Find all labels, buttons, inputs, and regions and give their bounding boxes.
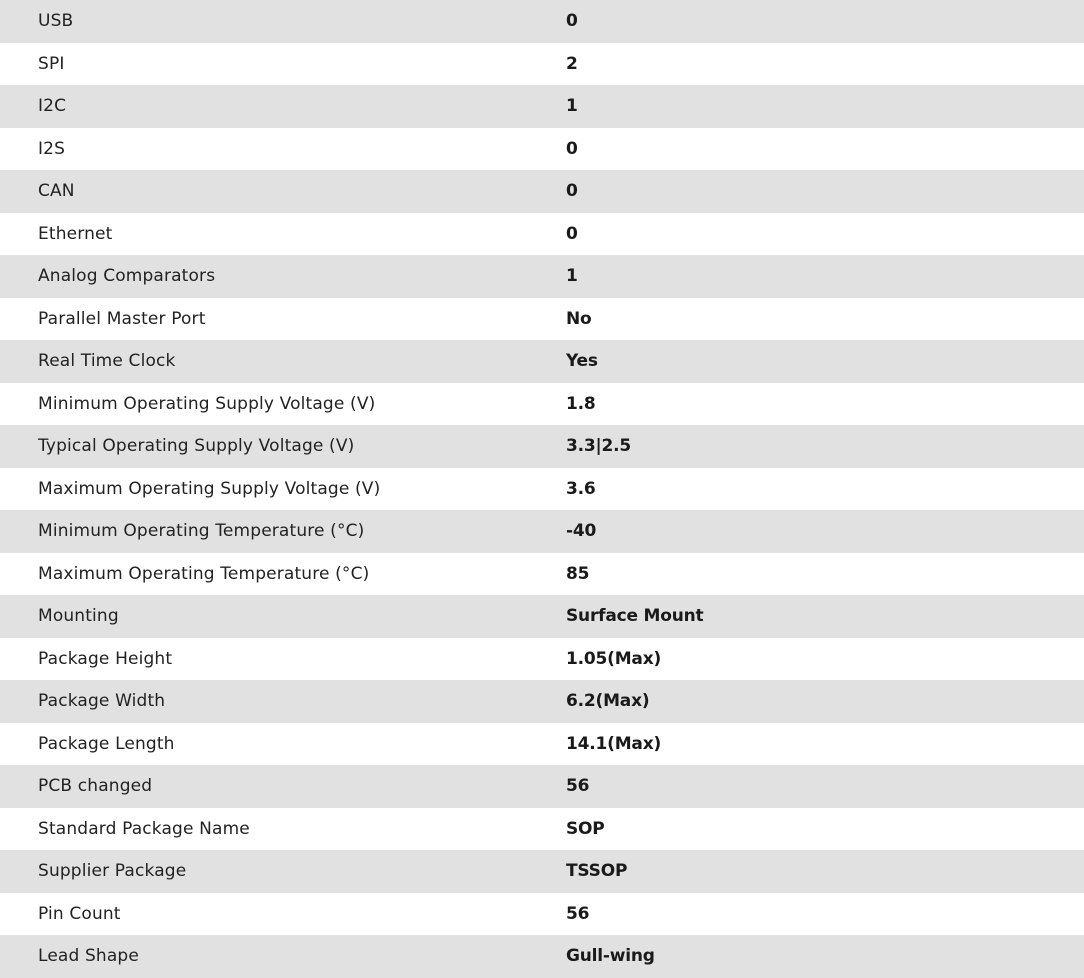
spec-label: Lead Shape bbox=[38, 946, 139, 967]
spec-label: SPI bbox=[38, 53, 65, 74]
spec-row-typical-supply-voltage bbox=[0, 425, 1084, 468]
spec-value: 1.05(Max) bbox=[566, 648, 662, 669]
spec-label: Ethernet bbox=[38, 223, 113, 244]
spec-label: Minimum Operating Temperature (°C) bbox=[38, 521, 365, 542]
spec-label: Analog Comparators bbox=[38, 266, 216, 287]
spec-row-can bbox=[0, 170, 1084, 213]
spec-row-supplier-package bbox=[0, 850, 1084, 893]
spec-value: 0 bbox=[566, 138, 578, 159]
spec-value: Surface Mount bbox=[566, 606, 704, 627]
spec-label: CAN bbox=[38, 181, 75, 202]
spec-value: 85 bbox=[566, 563, 590, 584]
spec-label: PCB changed bbox=[38, 776, 153, 797]
spec-value: 1.8 bbox=[566, 393, 596, 414]
spec-value: No bbox=[566, 308, 592, 329]
spec-row-i2s bbox=[0, 128, 1084, 171]
spec-label: Maximum Operating Supply Voltage (V) bbox=[38, 478, 381, 499]
spec-label: Pin Count bbox=[38, 903, 121, 924]
spec-value: 56 bbox=[566, 903, 590, 924]
spec-label: Package Width bbox=[38, 691, 166, 712]
spec-row-standard-package-name bbox=[0, 808, 1084, 851]
spec-row-package-length bbox=[0, 723, 1084, 766]
spec-label: USB bbox=[38, 11, 74, 32]
spec-row-real-time-clock bbox=[0, 340, 1084, 383]
spec-row-package-width bbox=[0, 680, 1084, 723]
spec-row-usb bbox=[0, 0, 1084, 43]
spec-value: 3.6 bbox=[566, 478, 596, 499]
spec-value: 0 bbox=[566, 181, 578, 202]
spec-row-parallel-master-port bbox=[0, 298, 1084, 341]
spec-value: SOP bbox=[566, 818, 605, 839]
spec-label: Minimum Operating Supply Voltage (V) bbox=[38, 393, 376, 414]
spec-label: Parallel Master Port bbox=[38, 308, 206, 329]
spec-row-lead-shape bbox=[0, 935, 1084, 978]
spec-row-analog-comparators bbox=[0, 255, 1084, 298]
spec-row-pcb-changed bbox=[0, 765, 1084, 808]
spec-label: I2S bbox=[38, 138, 66, 159]
spec-value: 6.2(Max) bbox=[566, 691, 650, 712]
spec-row-i2c bbox=[0, 85, 1084, 128]
spec-value: Gull-wing bbox=[566, 946, 655, 967]
spec-label: Supplier Package bbox=[38, 861, 187, 882]
spec-row-max-supply-voltage bbox=[0, 468, 1084, 511]
spec-label: Package Length bbox=[38, 733, 175, 754]
spec-row-mounting bbox=[0, 595, 1084, 638]
spec-label: Maximum Operating Temperature (°C) bbox=[38, 563, 370, 584]
spec-row-min-supply-voltage bbox=[0, 383, 1084, 426]
spec-row-package-height bbox=[0, 638, 1084, 681]
spec-value: 1 bbox=[566, 96, 578, 117]
spec-value: 2 bbox=[566, 53, 578, 74]
spec-value: -40 bbox=[566, 521, 597, 542]
spec-label: Real Time Clock bbox=[38, 351, 176, 372]
spec-row-min-temperature bbox=[0, 510, 1084, 553]
spec-label: Standard Package Name bbox=[38, 818, 250, 839]
spec-value: 56 bbox=[566, 776, 590, 797]
spec-row-pin-count bbox=[0, 893, 1084, 936]
spec-value: 0 bbox=[566, 11, 578, 32]
spec-label: Package Height bbox=[38, 648, 173, 669]
spec-row-spi bbox=[0, 43, 1084, 86]
spec-row-max-temperature bbox=[0, 553, 1084, 596]
spec-value: 0 bbox=[566, 223, 578, 244]
spec-row-ethernet bbox=[0, 213, 1084, 256]
spec-value: 3.3|2.5 bbox=[566, 436, 632, 457]
spec-value: 14.1(Max) bbox=[566, 733, 662, 754]
spec-label: Mounting bbox=[38, 606, 119, 627]
spec-value: TSSOP bbox=[566, 861, 628, 882]
spec-value: Yes bbox=[566, 351, 598, 372]
spec-value: 1 bbox=[566, 266, 578, 287]
spec-label: Typical Operating Supply Voltage (V) bbox=[38, 436, 355, 457]
spec-label: I2C bbox=[38, 96, 67, 117]
